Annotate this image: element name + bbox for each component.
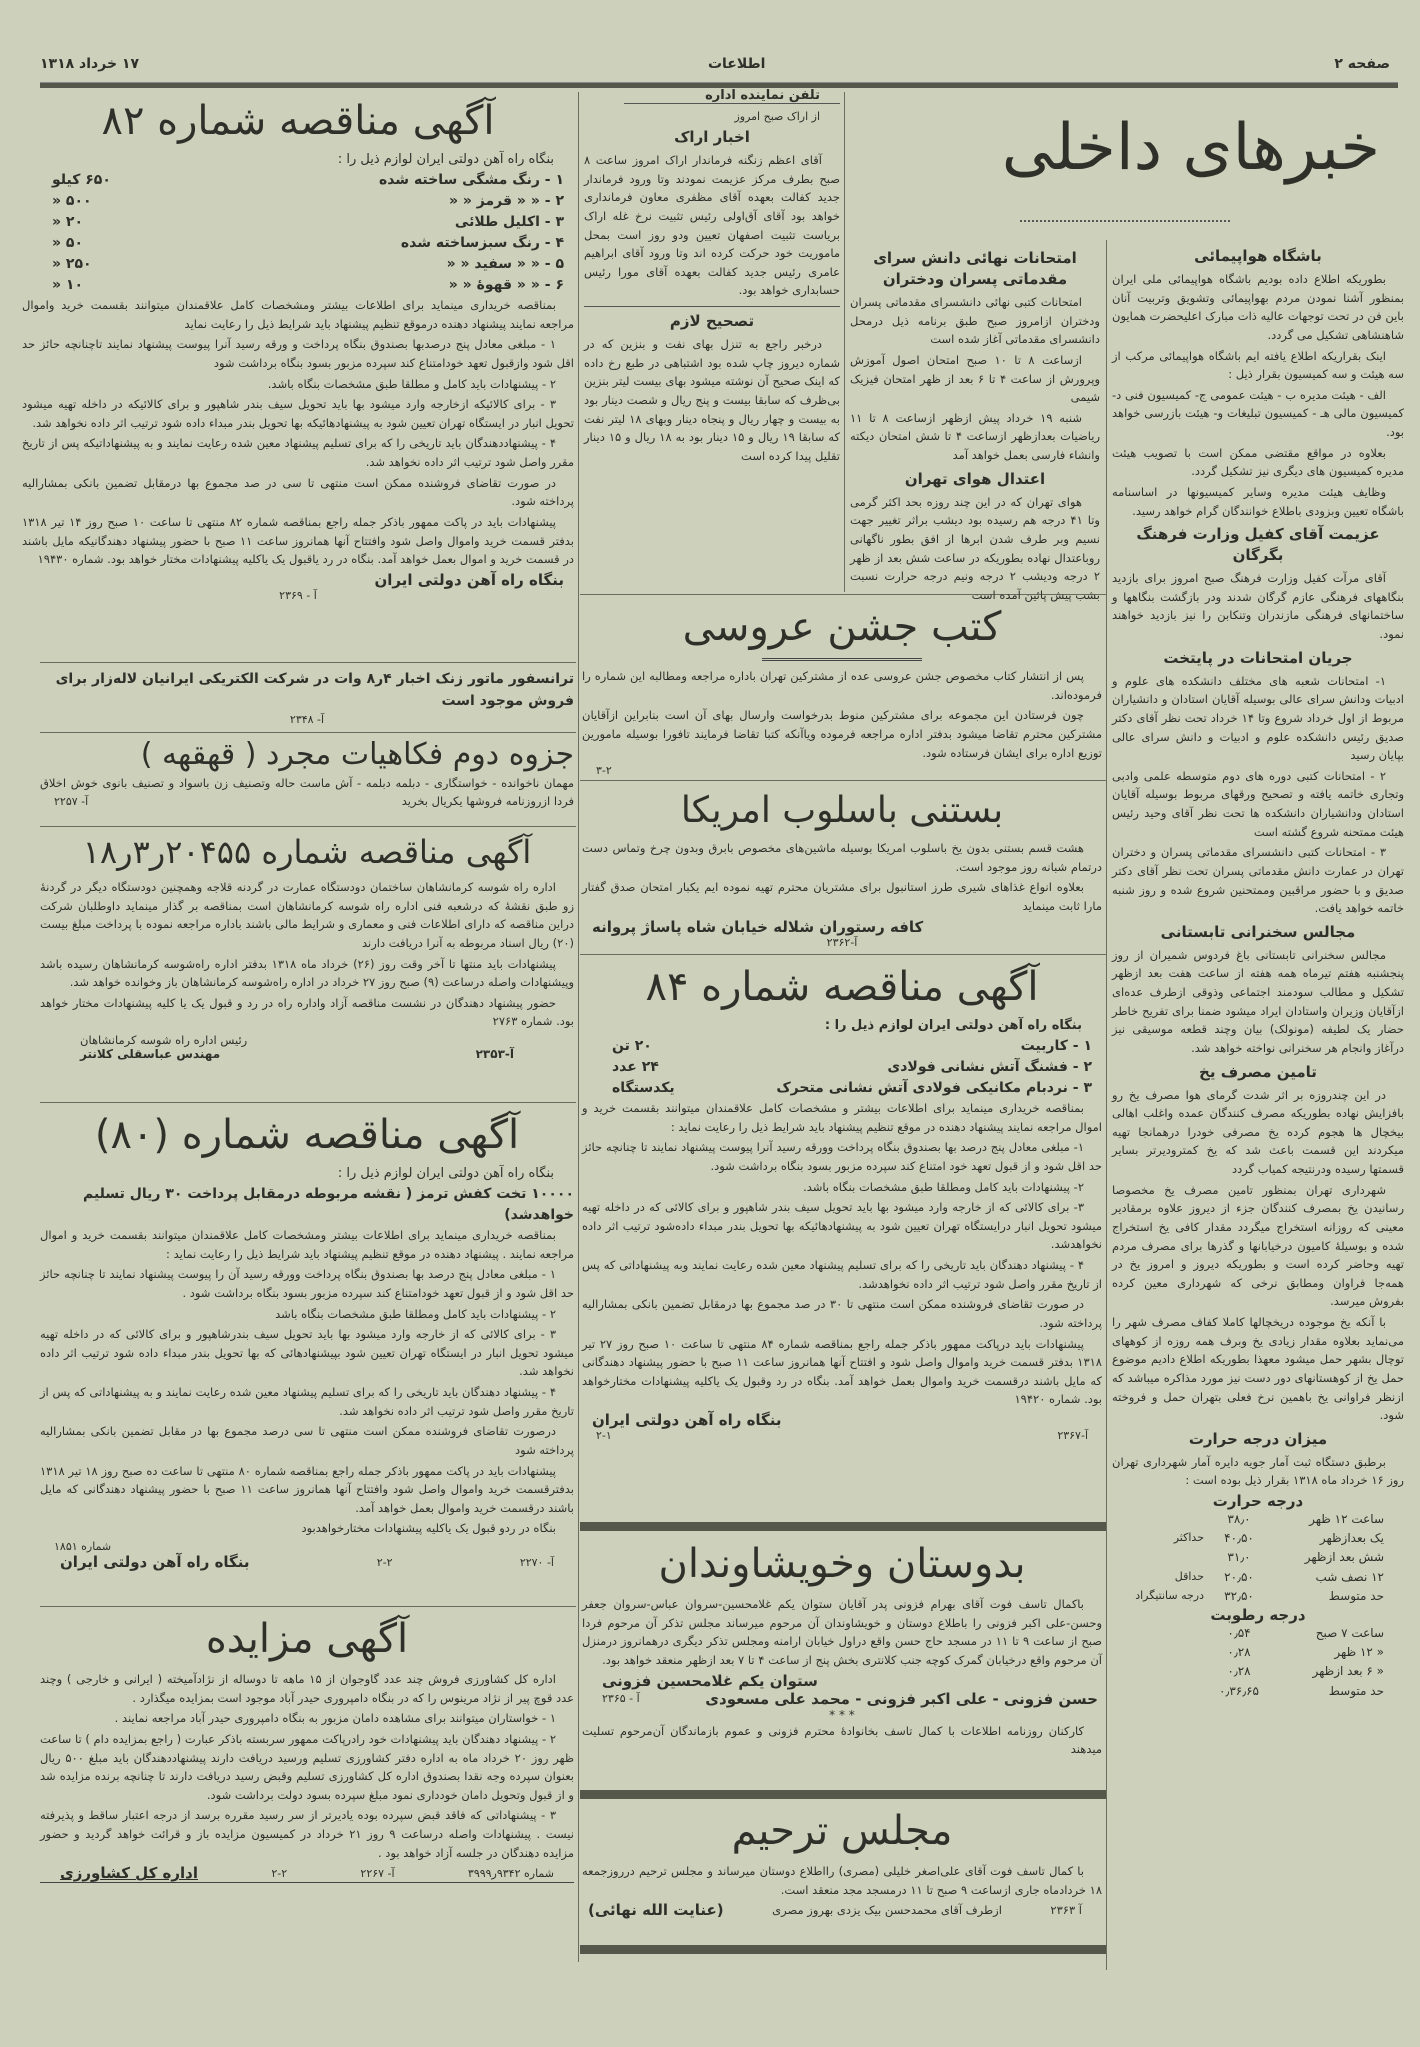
domestic-news-banner	[850, 92, 1410, 237]
paragraph: در صورت تقاضای فروشنده ممکن است منتهی تا ۳۰ در صد مجموع بها درمقابل تضمین بانکی بمشارالیه پرداخته شود.	[582, 1297, 1102, 1330]
headline: عزیمت آقای کفیل وزارت فرهنگ بگرگان	[1136, 525, 1380, 565]
paragraph: چون فرستادن این مجموعه برای مشترکین منوط بدرخواست وارسال بهای آن است بنابراین ازآقایان مشترکین محترم تقاضا میشود بدفتر اداره مراجعه فرموده ویاآنکه کتبا تقاضا فرمایند تافورا بوسیله مامورین توزیع اداره برای ایشان فرستاده شود.	[582, 708, 1102, 760]
paragraph: پیشنهادات باید درپاکت ممهور باذکر جمله راجع بمناقصه شماره ۸۴ منتهی تا ساعت ۱۰ صبح روز ۲۷ تیر ۱۳۱۸ بدفتر قسمت خرید واموال واصل شود و افتتاح آنها همانروز ساعت ۱۱ صبح با حضور پیشنهاد دهندگانی که مایل باشند درقسمت خرید واموال بعمل خواهد آمد. بنگاه در رد وقبول یک یاکلیه پیشنهادات مختارخواهد بود. شماره ۱۹۴۲۰	[582, 1336, 1102, 1407]
paragraph: باکمال تاسف فوت آقای بهرام فزونی پدر آقایان ستوان یکم غلامحسین-سروان عباس-سروان جعفر وحسن-علی اکبر فزونی را باطلاع دوستان و خویشاوندان آن مرحوم میرساند مجلس تذکر آن مرحوم فردا صبح از ساعت ۹ تا ۱۱ در مسجد حاج حسن واقع دراول خیابان ارامنه ومجلس تذکر دیگری درهمانروز درمنزل آن مرحوم واقع درخیابان گمرک کوچه جنب کلانتری بخش پنج از ساعت ۴ تا ۷ بعد ازظهر منعقد خواهد بود.	[582, 1597, 1102, 1667]
ad-title: آگهی مناقصه شماره ۲۰۴۵۵ر۳ر۱۸	[82, 833, 532, 871]
ad-jokes-booklet	[40, 736, 574, 824]
row-value: ۰٫۲۸	[1227, 1645, 1251, 1660]
ad-run: ۲-۲	[271, 1866, 288, 1880]
paragraph: ۲- پیشنهادات باید کامل ومطلقا طبق مشخصات بنگاه باشد.	[803, 1179, 1084, 1194]
paragraph: الف - هیئت مدیره ب - هیئت عمومی ج- کمیسیون فنی د- کمیسیون مالی هـ - کمیسیون تبلیغات و- هیئت بازرسی خواهد بود.	[1112, 387, 1404, 439]
headline: باشگاه هواپیمائی	[1194, 247, 1322, 265]
paragraph: ازساعت ۸ تا ۱۰ صبح امتحان اصول آموزش وپرورش از ساعت ۴ تا ۶ بعد از ظهر امتحان فیزیک شیمی	[850, 352, 1100, 405]
row-value: ۳۱٫۰	[1227, 1550, 1251, 1565]
banner-title: خبرهای داخلی	[1001, 111, 1380, 185]
paragraph: ۳ - برای کالائیکه ازخارجه وارد میشود بها باید تحویل سیف بندر شاهپور و برای کالائیکه در داخله تهیه میشود تحویل انبار در ایستگاه تهران تعیین شود به پیشنهادهائیکه بها تحویل بندر مبداء داده شود ترتیب اثر داده نخواهد شد.	[22, 397, 574, 430]
paragraph: ۲ - پیشنهادات باید کامل و مطلقا طبق مشخصات بنگاه باشد.	[267, 376, 556, 391]
ad-tender-82	[22, 92, 574, 657]
ad-code: آ- ۲۲۶۷	[360, 1866, 395, 1880]
sign-title: رئیس اداره راه شوسه کرمانشاهان	[80, 1033, 248, 1047]
ad-code: آ- ۲۲۷۰	[519, 1555, 554, 1569]
ad-title: بدوستان وخویشاوندان	[658, 1541, 1026, 1587]
paragraph: بمناقصه خریداری مینماید برای اطلاعات بیشتر و مشخصات کامل علاقمندان میتوانند بقسمت خرید و اموال مراجعه نمایند پیشنهاد دهنده در موقع تنظیم پیشنهاد باید شرایط ذیل را رعایت نماید :	[582, 1101, 1102, 1134]
ad-intro: بنگاه راه آهن دولتی ایران لوازم ذیل را :	[824, 1018, 1082, 1033]
ad-signature: بنگاه راه آهن دولتی ایران	[60, 1553, 250, 1571]
paragraph: هشت قسم بستنی بدون یخ باسلوب امریکا بوسیله ماشین‌های مخصوص بابرق وبدون چرخ وتماس دست درتمام شبانه روز موجود است.	[582, 841, 1102, 874]
row-name: ۳ - نردبام مکانیکی فولادی آتش نشانی متحرک	[776, 1080, 1092, 1096]
paragraph: ۱- مبلغی معادل پنج درصد بها بصندوق بنگاه پرداخت وورقه رسید آنرا پیوست پیشنهاد نمایند تا چنانچه حائز حد اقل شود و از قبول تعهد خود امتناع کند سپرده مزبور بسود بنگاه برداشت شود.	[582, 1140, 1102, 1173]
ad-code: آ-۲۳۶۲	[826, 935, 858, 949]
humidity-row	[1112, 1682, 1404, 1701]
paragraph: ۴ - پیشنهاد دهندگان باید تاریخی را که برای تسلیم پیشنهاد معین شده رعایت نمایند وبه پیشنهاداتی که پس از تاریخ مقرر واصل شود ترتیب اثر داده نخواهدشد.	[582, 1258, 1102, 1291]
ad-text: مهمان ناخوانده - خواستگاری - دبلمه دبلمه - آش ماست حاله وتصنیف زن باسواد و تصنیف بانوی خوش اخلاق فردا ازروزنامه فروشها یکریال بخرید	[40, 775, 574, 809]
tender-item	[22, 275, 574, 296]
row-qty: ۵۰۰ «	[52, 193, 92, 209]
ad-title: بستنی باسلوب امریکا	[680, 790, 1004, 831]
paragraph: پس از انتشار کتاب مخصوص جشن عروسی عده از مشترکین تهران باداره مراجعه ومطالبه این شماره را فرموده‌اند.	[582, 669, 1102, 702]
article-body	[40, 1226, 574, 1538]
ad-run: ۲-۲	[376, 1555, 393, 1569]
temperature-row	[1112, 1587, 1404, 1606]
article-body	[850, 293, 1100, 465]
temperature-row	[1112, 1548, 1404, 1567]
headline: تصحیح لازم	[669, 312, 755, 330]
row-qty: ۵۰ «	[52, 235, 84, 251]
ad-title: مجلس ترحیم	[731, 1808, 953, 1854]
paragraph: آقای مرآت کفیل وزارت فرهنگ صبح امروز برای بازدید بنگاههای فرهنگی عازم گرگان شدند ودر بازگشت بنگاهها و ساختمانهای فرهنگی مازندران وتنکابن را نیز بازدید خواهند نمود.	[1112, 571, 1404, 641]
row-value: ۳۸٫۰	[1227, 1512, 1251, 1526]
signer: ستوان یکم غلامحسین فزونی	[602, 1671, 818, 1690]
row-note: حداکثر	[1173, 1531, 1204, 1545]
row-label: « ۱۲ ظهر	[1334, 1645, 1384, 1660]
ad-signature: بنگاه راه آهن دولتی ایران	[592, 1411, 782, 1429]
paragraph: با آنکه یخ موجوده دریخچالها کاملا کفاف مصرف شهر را می‌نماید بعلاوه مقدار زیادی یخ وبرف همه روزه از کوههای توچال بشهر حمل میشود معهذا بطوریکه اطلاع دادیم موضوع حمل یخ از کوهستانهای دور دست نیز مورد مذاکره میباشد که ازنظر فراوانی یخ باهمین نرخ فعلی بتهران حمل و فروخته شود.	[1112, 1315, 1404, 1423]
headline: اعتدال هوای تهران	[904, 469, 1046, 488]
paragraph: برطبق دستگاه ثبت آمار جویه دایره آمار شهرداری تهران روز ۱۶ خرداد ماه ۱۳۱۸ بقرار ذیل بوده است :	[1112, 1454, 1404, 1488]
tender-item	[22, 254, 574, 275]
article-aviation	[1112, 246, 1404, 520]
row-value: ۲۰٫۵۰	[1224, 1569, 1254, 1584]
paragraph: حضور پیشنهاد دهندگان در نشست مناقصه آزاد واداره راه در رد و قبول یک یا کلیه پیشنهادات مختار خواهد بود. شماره ۲۷۶۳	[40, 995, 574, 1029]
tender-item	[582, 1078, 1102, 1099]
article-body	[582, 1595, 1102, 1670]
column-divider	[1106, 240, 1107, 1970]
row-label: حد متوسط	[1328, 1588, 1384, 1603]
paragraph: درصورت تقاضای فروشنده ممکن است منتهی تا سی درصد مجموع بها در مقابل تضمین بانکی بمشارالیه پرداخته شود	[40, 1424, 574, 1457]
article-arak	[584, 88, 840, 593]
ad-title: جزوه دوم فکاهیات مجرد ( قهقهه )	[140, 737, 574, 772]
paragraph: با کمال تاسف فوت آقای علی‌اصغر خلیلی (مصری) رااطلاع دوستان میرساند و مجلس ترحیم درروزجمعه ۱۸ خردادماه جاری ازساعت ۹ صبح تا ۱۱ درمسجد مجد منعقد است.	[582, 1864, 1102, 1897]
paragraph: ۲ - پیشنهادات باید کامل ومطلقا طبق مشخصات بنگاه باشد	[275, 1306, 556, 1321]
humidity-row	[1112, 1624, 1404, 1643]
border-bar	[580, 1790, 1106, 1799]
article-body	[1112, 569, 1404, 644]
paragraph: اداره کل کشاورزی فروش چند عدد گاوجوان از ۱۵ ماهه تا دوساله از نژادآمیخته ( ایرانی و خارجی ) وچند عدد قوچ پیر از نژاد مرینوس را که در بنگاه دامپروری حیدر آباد موجود است بمزایده میگذارد .	[40, 1672, 574, 1705]
issue-date: ۱۷ خرداد ۱۳۱۸	[40, 56, 139, 72]
tender-item	[22, 212, 574, 233]
paragraph: اداره راه شوسه کرمانشاهان ساختمان دودستگاه عمارت در گردنه قلاجه وهمچنین دودستگاه دیگر در گردنهٔ زو طبق نقشهٔ که درشعبه فنی اداره راه شوسه کرمانشاهان است بمناقصه بر گذار مینماید داوطلبان شرکت دراین مناقصه که دارای اطلاعات فنی و معماری و شرایط مالی باشند باداره مراجعه نموده با پرداخت مبلغ بیست (۲۰) ریال اسناد مربوطه به آنرا دریافت دارند	[40, 880, 574, 950]
tender-item	[22, 191, 574, 212]
memorial-from: ازطرف آقای محمدحسن بیک یزدی بهروز مصری	[772, 1903, 1002, 1918]
ad-condolence	[582, 1535, 1102, 1785]
row-value: ۳۲٫۵۰	[1224, 1588, 1254, 1603]
ad-number: شماره ۹۳۴۲ر۳۹۹۹	[467, 1866, 554, 1880]
ad-signature: بنگاه راه آهن دولتی ایران	[374, 570, 564, 589]
paragraph: ۱ - خواستاران میتوانند برای مشاهده دامان مزبور به بنگاه دامپروری حیدر آباد مراجعه نمایند .	[114, 1711, 556, 1726]
paragraph: پیشنهادات باید در پاکت ممهور باذکر جمله راجع بمناقصه شماره ۸۲ منتهی تا ساعت ۱۰ صبح روز ۱۴ تیر ۱۳۱۸ بدفتر قسمت خرید واموال واصل شود وافتتاح آنها همانروز ساعت ۱۱ صبح با حضور پیشنهاد دهندگانیکه مایل باشند در قسمت خرید و اموال بعمل خواهد آمد. بنگاه در رد یاقبول یک یاکلیه پیشنهادات مختار خواهد بود. شماره ۱۹۴۳۰	[22, 514, 574, 567]
paragraph: بعلاوه انواع غذاهای شیری طرز استانبول برای مشتریان محترم تهیه نموده ایم یکبار امتحان صدق گفتار مارا ثابت مینماید	[582, 880, 1102, 913]
tender-item	[22, 170, 574, 191]
banner-ornament	[1020, 220, 1230, 222]
row-qty: ۲۴ عدد	[612, 1059, 659, 1075]
row-name: ۴ - رنگ سبزساخته شده	[400, 235, 564, 251]
ad-code: ۳-۲	[596, 764, 612, 778]
tender-item: ۱۰۰۰۰ تخت کفش ترمز ( نقشه مربوطه درمقابل پرداخت ۳۰ ریال تسلیم خواهدشد)	[82, 1186, 574, 1223]
row-label: ۱۲ نصف شب	[1315, 1569, 1384, 1584]
headline: مجالس سخنرانی تابستانی	[1160, 922, 1356, 941]
ad-transformer	[40, 668, 574, 728]
article-body	[1112, 270, 1404, 520]
article-body	[40, 1670, 574, 1862]
ad-intro: بنگاه راه آهن دولتی ایران لوازم ذیل را :	[337, 1166, 554, 1181]
ad-code: آ-۲۳۶۷	[1057, 1429, 1088, 1442]
paragraph: درخبر راجع به تنزل بهای نفت و بنزین که در شماره دیروز چاپ شده بود اشتباهی در طبع رخ داده که اینک صحیح آن نوشته میشود بهای بیست لیتر بنزین بی‌ظرف که سابقا بیست و پنج ریال و شصت دینار بود به بیست و چهار ریال و پنجاه دینار وبهای ۱۸ لیتر نفت که سابقا ۱۹ ریال و ۱۵ دینار بود به ۱۸ ریال و ۱۵ دینار تقلیل پیدا کرده است	[584, 337, 840, 463]
row-label: شش بعد ازظهر	[1304, 1550, 1384, 1565]
paragraph: ۳ - امتحانات کتبی دانشسرای مقدماتی پسران و دختران تهران در عمارت دانش مقدماتی پسران تحت نظر آقای دکتر صدیق و با حضور مراقبین وممتحنین شروع شده و روز شنبه خاتمه خواهد یافت.	[1112, 845, 1404, 916]
row-value: ۰٫۵۴	[1227, 1625, 1251, 1640]
article-temperature	[1112, 1429, 1404, 1701]
paragraph: ۲ - امتحانات کتبی دوره های دوم متوسطه علمی وادبی وتجاری خاتمه یافته و تصحیح ورقهای مربوط بوسیله آقایان استادان ودانشیاران دانشکده ها تحت نظر آقای وحید رئیس هیئت ممتحنه شروع گشته است	[1112, 768, 1404, 839]
ad-tender-80	[40, 1106, 574, 1602]
row-qty: یکدستگاه	[612, 1080, 675, 1096]
paragraph: ۳ - برای کالائی که از خارجه وارد میشود بها باید تحویل سیف بندرشاهپور و برای کالائی که در داخله تهیه میشود تحویل انبار در ایستگاه تهران تعیین شود بپیشنهادهائی که بها تحویل بندر مبداء داده شود ترتیب اثر داده نخواهد شد.	[40, 1327, 574, 1379]
row-note	[1132, 1548, 1204, 1567]
ad-address: کافه رستوران شلاله خیابان شاه پاساژ پروانه	[592, 917, 924, 936]
ad-auction	[40, 1610, 574, 1970]
staff-condolence: کارکنان روزنامه اطلاعات با کمال تاسف بخانوادهٔ محترم فزونی و عموم بازماندگان آن‌مرحوم تسلیت میدهند	[582, 1723, 1102, 1757]
article-exams-capital	[1112, 648, 1404, 918]
ad-tender-kermanshah	[40, 830, 574, 1096]
phone-line: تلفن نماینده اداره	[624, 88, 840, 104]
tender-item	[582, 1057, 1102, 1078]
paragraph: ۱ - مبلغی معادل پنج درصد بها بصندوق بنگاه پرداخت وورقه رسید آن را پیوست پیشنهاد نمایند تا چنانچه حائز حد اقل شود و از قبول تعهد خودامتناع کند سپرده مزبور بسود بنگاه برداشت شود .	[40, 1267, 574, 1300]
paragraph: در این چندروزه بر اثر شدت گرمای هوا مصرف یخ رو بافزایش نهاده بطوریکه مصرف کنندگان عمده واغلب اهالی بیخچال ها هجوم کرده یخ مصرفی خودرا درهمانجا تهیه میکردند این قسمت باعث شد که یخ کمترودیرتر بسایر قسمتها رسیده ودرنتیجه کمیاب گردد	[1112, 1087, 1404, 1176]
headline: میزان درجه حرارت	[1188, 1429, 1328, 1448]
paragraph: بعلاوه در مواقع مقتضی ممکن است با تصویب هیئت مدیره کمیسیون های دیگری نیز تشکیل گردد.	[1112, 445, 1404, 479]
row-label: یک بعدازظهر	[1319, 1531, 1384, 1546]
ad-title: آگهی مناقصه شماره ۸۲	[101, 98, 495, 144]
row-name: ۳ - اکلیل طلائی	[454, 214, 564, 230]
paragraph: هوای تهران که در این چند روزه بحد اکثر گرمی وتا ۴۱ درجه هم رسیده بود دیشب براثر تغییر جهت نسیم وبر طرف شدن ابرها از افق بطور ناگهانی روباعتدال نهاده بطوریکه در ساعت شش بعد از ظهر ۲ درجه ودیشب ۲ درجه ونیم درجه حرارت نسبت بشب پیش پائین آمده است	[850, 494, 1101, 602]
paragraph: بنگاه در ردو قبول یک یاکلیه پیشنهادات مختارخواهدبود	[301, 1521, 556, 1536]
row-name: ۲ - فشنگ آتش نشانی فولادی	[887, 1059, 1092, 1075]
article-body	[40, 878, 574, 1031]
humidity-row-list	[1112, 1624, 1404, 1701]
humidity-heading: درجه رطوبت	[1210, 1605, 1306, 1624]
row-name: ۱ - کاربیت	[1020, 1038, 1092, 1054]
masthead	[40, 52, 1390, 76]
article-body	[584, 335, 840, 465]
temperature-row	[1112, 1510, 1404, 1529]
right-column	[1112, 242, 1404, 1972]
ad-intro: بنگاه راه آهن دولتی ایران لوازم ذیل را :	[337, 152, 554, 167]
article-body	[1112, 946, 1404, 1058]
paragraph: شنبه ۱۹ خرداد پیش ازظهر ازساعت ۸ تا ۱۱ ریاضیات بعدازظهر ازساعت ۴ تا شش امتحان دیکته وانشاء فارسی بعمل خواهد آمد	[850, 410, 1100, 462]
paragraph: بمناقصه خریداری مینماید برای اطلاعات بیشتر ومشخصات کامل علاقمندان میتوانند بقسمت خرید و اموال مراجعه نمایند . پیشنهاد دهنده در موقع تنظیم پیشنهاد باید شرایط ذیل را رعایت نماید :	[40, 1228, 574, 1261]
tender-item-list	[582, 1036, 1102, 1099]
column-divider	[578, 92, 579, 1962]
row-qty: ۶۵۰ کیلو	[52, 172, 111, 188]
temperature-row-list	[1112, 1510, 1404, 1606]
row-label: ساعت ۱۲ ظهر	[1309, 1512, 1384, 1526]
ad-code: آ - ۲۳۶۹	[279, 588, 317, 602]
ad-title: آگهی مناقصه شماره ۸۴	[645, 964, 1039, 1010]
ad-signature: (عنایت الله نهائی)	[588, 1901, 724, 1920]
ad-number: شماره ۱۸۵۱	[54, 1540, 112, 1553]
row-qty: ۱۰ «	[52, 277, 84, 293]
temperature-row	[1112, 1568, 1404, 1587]
ad-title: آگهی مزایده	[205, 1616, 409, 1662]
ad-signature: مهندس عباسقلی کلانتر	[80, 1047, 221, 1061]
paragraph: بمناقصه خریداری مینماید برای اطلاعات بیشتر ومشخصات کامل علاقمندان میتوانند بقسمت خرید واموال مراجعه نمایند پیشنهاد دهنده درموقع تنظیم پیشنهاد باید شرایط ذیل را رعایت نماید	[22, 298, 574, 331]
article-ice-supply	[1112, 1062, 1404, 1425]
row-note	[1132, 1624, 1204, 1643]
page-number: صفحه ۲	[1334, 56, 1390, 72]
ad-code: آ - ۲۳۶۵	[602, 1692, 640, 1705]
article-body	[1112, 1086, 1404, 1425]
row-value: ۰٫۳۶٫۶۵	[1218, 1683, 1260, 1698]
ad-code: آ-۲۳۵۳	[475, 1047, 514, 1061]
headline: اخبار اراک	[674, 128, 750, 146]
paragraph: پیشنهادات باید منتها تا آخر وقت روز (۲۶) خرداد ماه ۱۳۱۸ بدفتر اداره راه‌شوسه کرمانشاهان رسیده باشد وپیشنهادات واصله درساعت (۹) صبح روز ۲۷ خرداد در اداره راه‌شوسه کرمانشاهان باز وخوانده خواهد شد.	[40, 956, 574, 990]
article-body	[1112, 672, 1404, 918]
headline: تامین مصرف یخ	[1199, 1062, 1317, 1081]
row-label: ساعت ۷ صبح	[1315, 1625, 1384, 1640]
tender-item	[582, 1036, 1102, 1057]
ad-title: کتب جشن عروسی	[682, 604, 1002, 650]
article-final-exams	[850, 244, 1101, 602]
paragraph: ۴ - پیشنهاد دهندگان باید تاریخی را که برای تسلیم پیشنهاد معین شده رعایت نمایند و به پیشنهاداتی که پس از تاریخ مقرر واصل شود ترتیب اثر داده نخواهد شد.	[40, 1385, 574, 1418]
article-summer-lectures	[1112, 922, 1404, 1058]
humidity-row	[1112, 1643, 1404, 1662]
tender-item-list	[22, 170, 574, 296]
row-note	[1132, 1510, 1204, 1529]
article-body	[850, 493, 1100, 605]
ad-memorial	[582, 1802, 1102, 1942]
row-note	[1132, 1662, 1204, 1681]
paragraph: ۱- امتحانات شعبه های مختلف دانشکده های علوم و ادبیات ودانش سرای عالی بوسیله آقایان استادان و دانشیاران مربوط از اول خرداد شروع وتا ۱۴ خرداد تحت نظر آقای دکتر صدیق رئیس دانشکده علوم و ادبیات و دانش سرای عالی بپایان رسید	[1112, 673, 1404, 763]
row-qty: ۲۵۰ «	[52, 256, 92, 272]
tender-item	[22, 233, 574, 254]
dateline: از اراک صبح امروز	[734, 110, 820, 123]
paragraph: ۲ - پیشنهاد دهندگان باید پیشنهادات خود رادرپاکت ممهور سربسته باذکر عبارت ( راجع بمزایده دام ) تا ساعت ظهر روز ۲۰ خرداد ماه به اداره دفتر کشاورزی تسلیم ورسید دریافت دارند پیشنهاددهندگان باید مبلغ ۵۰۰ ریال بعنوان سپرده وجه نقدا بصندوق اداره کل کشاورزی تسلیم وقبض رسید دریافت دارند تا چنانچه برنده مزایده شد و از قبول وتحویل دامان خودداری نمود مبلغ سپرده بسود دولت برداشت شود.	[40, 1731, 574, 1802]
ad-wedding-book	[582, 598, 1102, 778]
row-note	[1132, 1682, 1204, 1701]
ad-signature: اداره کل کشاورزی	[60, 1864, 198, 1883]
article-body	[582, 667, 1102, 762]
row-name: ۶ - « « قهوهٔ « «	[448, 277, 564, 293]
row-note: درجه سانتیگراد	[1135, 1588, 1204, 1602]
column-divider	[844, 92, 845, 592]
row-note	[1132, 1643, 1204, 1662]
row-qty: ۲۰ «	[52, 214, 84, 230]
paragraph: آقای اعظم زنگنه فرماندار اراک امروز ساعت ۸ صبح بطرف مرکز عزیمت نمودند وتا ورود فرماندار جدید کفالت بعهده آقای مظفری معاون فرمانداری خواهد بود آقای آق‌اولی رئیس تثبیت نرخ غله اراک بریاست تثبیت اصفهان تعیین ودو روز است بمحل ماموریت خود حرکت کرده اند وتا ورود آقای ابراهیم عامری رئیس جدید کفالت بعهده آقای مورا رئیس حسابداری خواهد بود.	[584, 153, 840, 298]
article-body	[582, 1099, 1102, 1409]
row-label: « ۶ بعد ازظهر	[1312, 1664, 1384, 1679]
temperature-heading: درجه حرارت	[1212, 1492, 1304, 1510]
paragraph: مجالس سخنرانی تابستانی باغ فردوس شمیران از روز پنجشنبه هفتم تیرماه همه هفته از ساعت هفت بعد ازظهر تشکیل و مطالب سودمند اجتماعی وذوقی ازطرف عده‌ای ازآقایان وزیران واستادان ایراد میشود ضمنا برای تفریح خاطر حضار یک لطیفه (مونولک) بیان وچند قطعه موسیقی نیز درآغاز وانجام هر سخنرانی نواخته خواهد شد.	[1112, 947, 1404, 1055]
row-qty: ۲۰ تن	[612, 1038, 652, 1054]
ad-icecream	[582, 784, 1102, 949]
ad-text: ترانسفور ماتور زنک اخبار ۴ر۸ وات در شرکت الکتریکی ایرانیان لاله‌زار برای فروش موجود است	[55, 671, 574, 710]
article-body	[584, 151, 840, 300]
newspaper-name: اطلاعات	[707, 56, 766, 72]
row-label: حد متوسط	[1328, 1683, 1384, 1698]
headline: جریان امتحانات در پایتخت	[1163, 648, 1353, 667]
row-value: ۰٫۲۸	[1227, 1664, 1251, 1679]
row-name: ۵ - « « سفید « «	[446, 256, 564, 272]
temperature-row	[1112, 1529, 1404, 1548]
article-culture-minister	[1112, 524, 1404, 644]
paragraph: در صورت تقاضای فروشنده ممکن است منتهی تا سی در صد مجموع بها درمقابل تضمین بانکی بمشارالیه پرداخته شود.	[22, 475, 574, 509]
article-body	[582, 1862, 1102, 1899]
ad-title: آگهی مناقصه شماره (۸۰)	[94, 1112, 520, 1158]
row-name: ۱ - رنگ مشگی ساخته شده	[378, 172, 564, 188]
paragraph: امتحانات کتبی نهائی دانشسرای مقدماتی پسران ودختران ازامروز صبح طبق برنامه ذیل درمحل دانشسرای مقدماتی آغاز شده است	[850, 295, 1100, 347]
border-bar	[580, 1945, 1106, 1954]
ad-code: آ ۲۳۶۳	[1050, 1903, 1082, 1918]
row-note: حداقل	[1174, 1569, 1204, 1583]
article-body	[582, 839, 1102, 916]
ad-code: آ- ۲۳۴۸	[289, 712, 325, 726]
paragraph: ۴ - پیشنهاددهندگان باید تاریخی را که برای تسلیم پیشنهاد معین شده رعایت نمایند و به پیشنهاداتیکه پس از تاریخ مقرر واصل شود ترتیب اثر داده نخواهد شد.	[22, 436, 574, 469]
paragraph: بطوریکه اطلاع داده بودیم باشگاه هواپیمائی ملی ایران بمنظور آشنا نمودن مردم بهواپیمائی وتشویق وتربیت آنان باین فن در تحت توجهات عالیه ذات مبارک اعلیحضرت همایون شاهنشاهی تشکیل می گردد.	[1112, 272, 1404, 342]
humidity-row	[1112, 1662, 1404, 1681]
row-name: ۲ - « « قرمز « «	[448, 193, 564, 209]
ad-tender-84	[582, 958, 1102, 1508]
row-value: ۴۰٫۵۰	[1224, 1531, 1254, 1546]
paragraph: ۱ - مبلغی معادل پنج درصدبها بصندوق بنگاه پرداخت و ورقه رسید آنرا پیوست پیشنهاد نمایند تاچنانچه حائز حد اقل شود وازقبول تعهد خودامتناع کند سپرده مزبور بسود بنگاه برداشت شود	[22, 337, 574, 370]
article-body	[22, 296, 574, 569]
paragraph: پیشنهادات باید در پاکت ممهور باذکر جمله راجع بمناقصه شماره ۸۰ منتهی تا ساعت ده صبح روز ۱۸ تیر ۱۳۱۸ بدفترقسمت خرید واموال واصل شود وافتتاح آنها همانروز ساعت ۱۱ صبح با حضور پیشنهاد دهندگانی که مایل باشند درقسمت خرید واموال بعمل خواهد آمد.	[40, 1463, 574, 1515]
paragraph: وظایف هیئت مدیره وسایر کمیسیونها در اساسنامه باشگاه تعیین وبزودی باطلاع خوانندگان گرام خواهد رسید.	[1112, 484, 1404, 518]
border-bar	[580, 1522, 1106, 1531]
headline: امتحانات نهائی دانش سرای مقدماتی پسران ودختران	[873, 249, 1077, 288]
ad-run: ۲-۱	[596, 1429, 612, 1442]
article-body	[1112, 1453, 1404, 1490]
paragraph: ۳- برای کالائی که از خارجه وارد میشود بها باید تحویل سیف بندر شاهپور و برای کالائی که در داخله تهیه میشود تحویل انبار درایستگاه تهران تعیین شود به پیشنهادهائیکه بها تحویل بندر مبداء داده‌شود ترتیب اثر داده نخواهدشد.	[582, 1200, 1102, 1252]
paragraph: اینک بقراریکه اطلاع یافته ایم باشگاه هواپیمائی مرکب از سه هیئت و سه کمیسیون بقرار ذیل :	[1112, 348, 1404, 382]
signer: حسن فزونی - علی اکبر فزونی - محمد علی مسعودی	[705, 1689, 1098, 1708]
paragraph: ۳ - پیشنهاداتی که فاقد قبض سپرده بوده یادیرتر از سر رسید مقرره برسد از درجه اعتبار ساقط و پذیرفته نیست . پیشنهادات واصله درساعت ۹ روز ۲۱ خرداد در کمیسیون مزایده باز و قرائت خواهد گردید و حضور مزایده دهندگان در جلسه آزاد خواهد بود .	[40, 1808, 574, 1860]
paragraph: شهرداری تهران بمنظور تامین مصرف یخ مخصوصا رسانیدن یخ بمصرف کنندگان جزء از دیروز علاوه برمقادیر معینی که روزانه استخراج میگردد مقدار کافی یخ استخراج شده و بوسیلهٔ کامیون درخیابانها و گذرها برای مصرف مردم تهیه وحاضر کرده است و بطوریکه دیروز و امروز یخ در همه‌جا فراوان ومطابق نرخی که شهرداری معین کرده بفروش میرسد.	[1112, 1182, 1404, 1309]
ad-code: آ- ۲۲۵۷	[54, 794, 89, 808]
separator-stars: * * *	[829, 1707, 855, 1722]
